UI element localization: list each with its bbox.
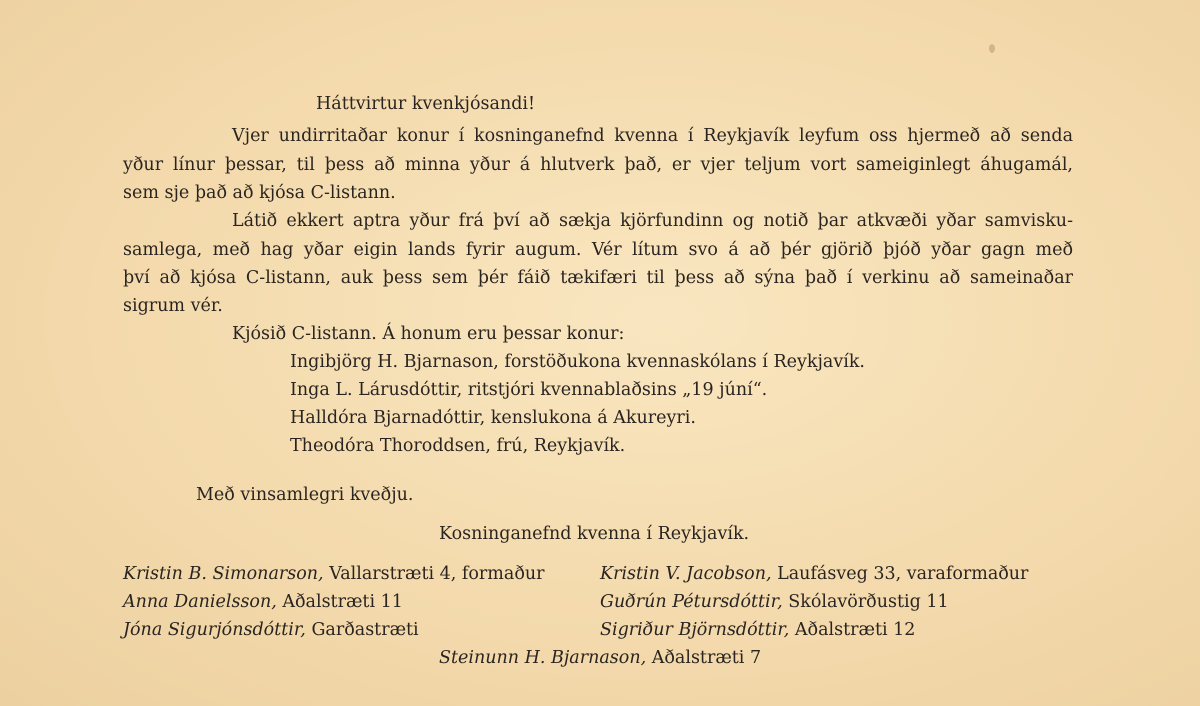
candidate-item: Ingibjörg H. Bjarnason, forstöðukona kvennaskólans í Reykjavík. [290,352,865,372]
paragraph2-line2: samlega, með hag yðar eigin lands fyrir augum. Vér lítum svo á að þér gjörið þjóð yðar gagn með [123,240,1073,260]
salutation: Háttvirtur kvenkjósandi! [316,94,536,114]
signatory [600,591,949,613]
signatory [600,619,915,641]
signatory-name: Kristin B. Simonarson, [123,564,324,584]
paper-spot [989,44,995,53]
candidates-intro: Kjósið C-listann. Á honum eru þessar konur: [232,324,625,344]
signatory-name: Steinunn H. Bjarnason, [439,648,647,668]
signatory-detail: Aðalstræti 11 [282,592,403,612]
paragraph2-line3: því að kjósa C-listann, auk þess sem þér fáið tækifæri til þess að sýna það í verkinu að sameinaðar [123,268,1073,288]
committee-name: Kosninganefnd kvenna í Reykjavík. [439,524,750,544]
signatory [123,619,419,641]
signatory [600,563,1028,585]
signatory-detail: Laufásveg 33, varaformaður [777,564,1029,584]
candidate-item: Inga L. Lárusdóttir, ritstjóri kvennablaðsins „19 júní“. [290,380,768,400]
signatory [123,591,403,613]
signatory-detail: Skólavörðustig 11 [788,592,949,612]
paragraph1-line1: Vjer undirritaðar konur í kosninganefnd kvenna í Reykjavík leyfum oss hjermeð að senda [232,126,1073,146]
signatory-name: Guðrún Pétursdóttir, [600,592,783,612]
closing: Með vinsamlegri kveðju. [196,485,414,505]
signatory-name: Kristin V. Jacobson, [600,564,772,584]
signatory-detail: Vallarstræti 4, formaður [329,564,545,584]
paragraph1-line2: yður línur þessar, til þess að minna yður á hlutverk það, er vjer teljum vort sameiginlegt áhugamál, [123,155,1073,175]
signatory-name: Jóna Sigurjónsdóttir, [123,620,306,640]
signatory [123,563,545,585]
paragraph2-line4: sigrum vér. [123,296,223,316]
candidate-item: Halldóra Bjarnadóttir, kenslukona á Akureyri. [290,408,696,428]
signatory-name: Anna Danielsson, [123,592,277,612]
signatory [439,647,761,669]
paragraph1-line3: sem sje það að kjósa C-listann. [123,183,396,203]
candidate-item: Theodóra Thoroddsen, frú, Reykjavík. [290,436,626,456]
signatory-detail: Garðastræti [311,620,419,640]
signatory-name: Sigriður Björnsdóttir, [600,620,790,640]
paragraph2-line1: Látið ekkert aptra yður frá því að sækja kjörfundinn og notið þar atkvæði yðar samvisku- [232,211,1073,231]
signatory-detail: Aðalstræti 7 [651,648,762,668]
signatory-detail: Aðalstræti 12 [794,620,916,640]
